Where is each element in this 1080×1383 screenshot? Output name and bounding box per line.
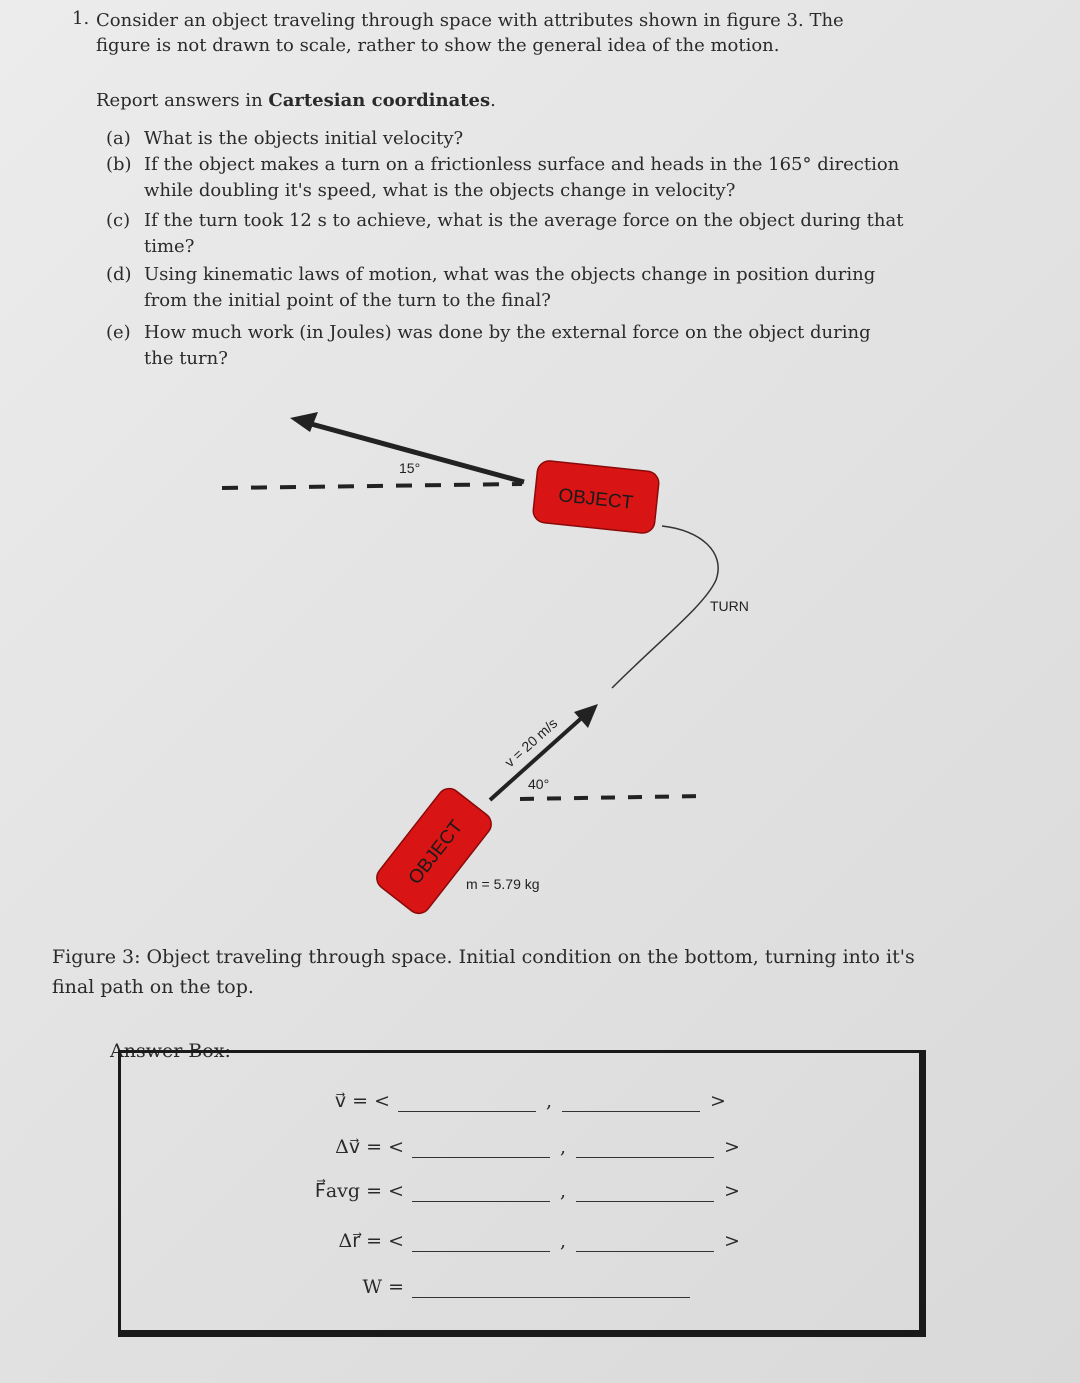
answer-row-work [300, 1276, 690, 1298]
answer-row-average-force [300, 1180, 740, 1202]
top-reference-line [222, 484, 522, 488]
initial-velocity-arrowhead [574, 704, 598, 728]
report-suffix: . [490, 90, 496, 111]
bottom-object-label: OBJECT [404, 816, 468, 889]
top-object [532, 460, 660, 534]
part-text: If the turn took 12 s to achieve, what is the average force on the object during that time? [144, 210, 904, 257]
final-direction-arrowhead [290, 412, 318, 432]
answer-row-velocity [300, 1090, 726, 1112]
delta-velocity-y-blank[interactable] [576, 1141, 714, 1158]
answer-row-delta-velocity [300, 1136, 740, 1158]
answer-box-label: Answer Box: [110, 1040, 231, 1062]
velocity-y-blank[interactable] [562, 1095, 700, 1112]
part-text: How much work (in Joules) was done by the external force on the object during the turn? [144, 322, 871, 369]
top-object-label: OBJECT [557, 485, 635, 514]
bottom-angle-label: 40° [528, 776, 550, 792]
part-label: (d) [106, 264, 132, 285]
answer-row-delta-position [300, 1230, 740, 1252]
part-label: (a) [106, 128, 131, 149]
velocity-x-blank[interactable] [398, 1095, 536, 1112]
average-force-answer-label: F⃗avg = < [314, 1180, 404, 1202]
delta-position-y-blank[interactable] [576, 1235, 714, 1252]
turn-path [612, 526, 718, 688]
delta-velocity-close: > [724, 1136, 740, 1158]
velocity-separator: , [546, 1090, 553, 1112]
part-text: Using kinematic laws of motion, what was the objects change in position during from the initial point of the turn to the final? [144, 264, 876, 311]
part-label: (b) [106, 154, 132, 175]
part-label: (e) [106, 322, 131, 343]
velocity-close: > [710, 1090, 726, 1112]
velocity-label: v = 20 m/s [501, 714, 561, 771]
average-force-y-blank[interactable] [576, 1185, 714, 1202]
velocity-answer-label: v⃗ = < [334, 1090, 390, 1112]
figure-caption: Figure 3: Object traveling through space. Initial condition on the bottom, turning into it's final path on the top. [52, 946, 915, 998]
part-text: What is the objects initial velocity? [144, 128, 464, 149]
part-text: If the object makes a turn on a frictionless surface and heads in the 165° direction while doubling it's speed, what is the objects change in velocity? [144, 154, 900, 201]
average-force-separator: , [560, 1180, 567, 1202]
mass-label: m = 5.79 kg [466, 876, 540, 892]
delta-position-separator: , [560, 1230, 567, 1252]
delta-position-close: > [724, 1230, 740, 1252]
question-text: Consider an object traveling through space with attributes shown in figure 3. The figure is not drawn to scale, rather to show the general idea of the motion. [96, 10, 844, 56]
part-label: (c) [106, 210, 131, 231]
work-blank[interactable] [412, 1281, 690, 1298]
delta-position-answer-label: Δr⃗ = < [338, 1230, 404, 1252]
delta-velocity-separator: , [560, 1136, 567, 1158]
work-answer-label: W = [362, 1276, 404, 1298]
delta-velocity-x-blank[interactable] [412, 1141, 550, 1158]
average-force-x-blank[interactable] [412, 1185, 550, 1202]
average-force-close: > [724, 1180, 740, 1202]
turn-label: TURN [710, 598, 749, 614]
bottom-object [372, 784, 496, 918]
delta-velocity-answer-label: Δv⃗ = < [335, 1136, 404, 1158]
delta-position-x-blank[interactable] [412, 1235, 550, 1252]
report-prefix: Report answers in [96, 90, 269, 111]
top-angle-label: 15° [399, 460, 421, 476]
report-bold: Cartesian coordinates [268, 90, 491, 111]
question-number: 1. [72, 8, 90, 29]
bottom-reference-line [520, 796, 705, 799]
